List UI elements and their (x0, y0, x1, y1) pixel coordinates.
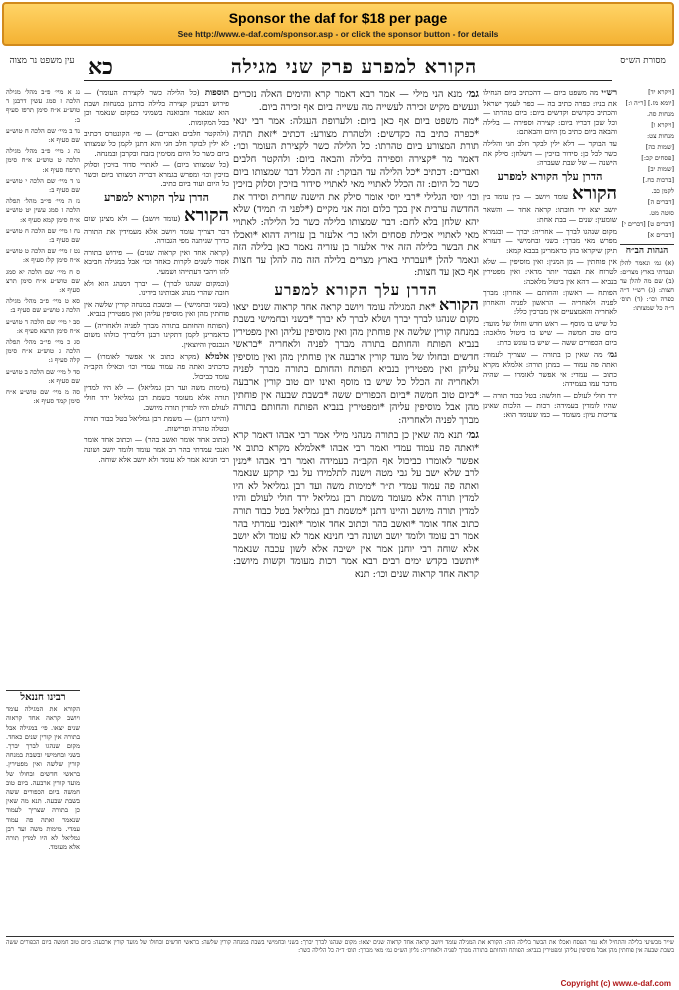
tosafot-column (84, 88, 229, 928)
text-paragraph: (כל שמצותו ביום) — לאתויי סדור בזיכין וסלוק בזיכין וכו׳ ומפרש בגמרא דבריה דמצותו ביום וכשר כל היום ועוד ביום כתיב. (84, 160, 229, 189)
text-paragraph: [פסחים קכ:] (641, 154, 674, 162)
gemara-column (233, 88, 479, 896)
text-paragraph: הקורא את המגילה עומד ויושב קראה אחד קראוה שנים יצאו. פי׳ במגילה אבל בתורה אין קורין שנים כאחד. מקום שנהגו לברך יברך. בשני ובחמישי ובשבת במנחה קורין שלשה ואין מפטירין. בראשי חדשים ובחולו של מועד קורין ארבעה. ביום טוב חמשה ביום הכפורים ששה בשבת שבעה. תנא מה שאין כן בתורה שצריך לעמוד שנאמר ואתה פה עמוד עמדי. מימות משה ועד רבן גמליאל לא היו למדין תורה אלא מעומד. (6, 705, 80, 852)
text-paragraph: [דברים ה] (647, 198, 674, 206)
text-paragraph: סא ט מיי׳ פ״ב מהל׳ מגילה הלכה ג טוש״ע שם סעיף ב: (6, 297, 80, 315)
text-paragraph: עד הבוקר — דלא ילין לבקר חלב חגי והלילה כשר לכל כן: סידור בזיכין — דשלחן: סילק את הישנה — של שבת שעברה: (483, 138, 617, 168)
text-paragraph: רש״י מה משפט ביום — דהכתיב ביום הנחילו את בניו: כפרה כתיב בה — כפר לעמך ישראל והכתיב כקדשים וקדשים ביום: ביום טהרתו — וכל שכן דבריו ביום: קצירה וספירה — בלילה והבאה ביום כתיב מן היום והבאתם: (483, 88, 617, 137)
section-heading: הדרן עלך הקורא למפרע (497, 169, 603, 183)
text-paragraph: (הפותח והחותם בתורה מברך לפניה ולאחריה) — כדאמרינן לקמן דתקינו רבנן דליבריך כולהו משום הנכנסין והיוצאין. (84, 320, 229, 350)
text-paragraph: [דברים א] (647, 231, 674, 239)
text-paragraph: [דברים ט] [דברים י] (621, 220, 674, 228)
text-paragraph: (כתוב אחד אומר ואשב בהר) — וכתוב אחד אומר ואנכי עמדתי בהר רב אמר עומד ולומד יושב ושונה רבי חנינא אמר לא עומד ולא יושב אלא שוחה. (84, 435, 229, 464)
rashi-column (483, 88, 617, 848)
text-paragraph: לקמן כב. (651, 187, 674, 195)
text-paragraph: סג כ מיי׳ פי״ב מהל׳ תפלה הלכה ג טוש״ע א״ח סימן קלה סעיף ג: (6, 338, 80, 365)
text-paragraph: (ולהקטר חלבים ואברים) — פי׳ הקונטרס דכתיב לא ילין לבוקר חלב חגי והא דתנן לקמן כל שמצותו ביום כשר כל היום מסימין בזבח ובקרבן ובמנחה. (84, 129, 229, 158)
text-paragraph: (מימות משה ועד רבן גמליאל) — לא היו למדין תורה אלא מעומד כשמת רבן גמליאל ירד חולי לעולם והיו למדין תורה מיושב. (84, 383, 229, 412)
header-divider (84, 80, 612, 81)
text-paragraph: נז ה מיי׳ פי״ב מהל׳ תפלה הלכה ז סמג עשין יט טוש״ע א״ח סימן קמא סעיף א: (6, 197, 80, 224)
text-paragraph: [שמות כה] (645, 143, 674, 151)
section-heading: הדרן עלך הקורא למפרע (274, 280, 438, 299)
text-paragraph: מנחות צט: (646, 132, 674, 140)
mesorat-header: מסורת הש״ס (620, 56, 666, 66)
text-paragraph: נד ב מיי׳ שם הלכה ח טוש״ע שם סעיף א: (6, 126, 80, 145)
text-paragraph: גמ׳ מנא הני מילי — אמר רבא דאמר קרא והימים האלה נזכרים ונעשים מקיש זכירה לעשייה מה עשייה ביום אף זכירה ביום. (233, 88, 479, 113)
rabbeinu-title: רבינו חננאל (20, 692, 66, 703)
mesorat-list (620, 88, 674, 240)
text-paragraph: נו ד מיי׳ שם הלכה י טוש״ע שם סעיף ב: (6, 176, 80, 195)
text-paragraph: ס ח מיי׳ שם הלכה יא סמג שם טוש״ע א״ח סימן תרצ סעיף א: (6, 267, 80, 295)
text-paragraph: הקורא עומד ויושב — בין עומד בין יושב יצא ידי חובתו: קראה אחד — והשאר שומעין: שנים — בבת אחת: (483, 183, 617, 224)
text-paragraph: אלמלא (מקרא כתוב אי אפשר לאומרו) — כדכתיב ואתה פה עמוד עמדי וכו׳ וכאילו הקב״ה עומד כביכול. (84, 351, 229, 381)
text-paragraph: הקורא *את המגילה עומד ויושב קראה אחד קראוה שנים יצאו מקום שנהגו לברך יברך ושלא לברך לא יברך *בשני ובחמישי בשבת במנחה קורין שלשה אין פוחתין מהן ואין מוסיפין עליהן ואין מפטירין בנביא הפותח והחותם בתורה מברך לפניה ולאחריה *בראשי חדשים ובחולו של מועד קורין ארבעה אין פוחתין מהן ואין מוסיפין עליהן ואין מפטירין בנביא הפותח והחותם בתורה מברך לפניה ולאחריה זה הכלל כל שיש בו מוסף ואינו יום טוב קורין ארבעה *ביום טוב חמשה *ביום הכפורים ששה *בשבת שבעה אין פוחתין מהן אבל מוסיפין עליהן *ומפטירין בנביא הפותח והחותם בתורה מברך לפניה ולאחריה: (233, 294, 479, 426)
rabbeinu-chananel-column (6, 690, 80, 930)
text-paragraph: כל שיש בו מוסף — ראש חדש וחולו של מועד: ביום טוב חמשה — שיש בו ביטול מלאכה: ביום הכפורים ששה — שיש בו עונש כרת: (483, 318, 617, 348)
text-paragraph: ירד חולי לעולם — חולשה: בטל כבוד תורה — שהיו לומדין בעמידה: רכות — הלכות שאינן צריכות עיון: מעומד — כמו שעומד הוא: (483, 391, 617, 420)
text-paragraph: אין פוחתין — מן המנין: ואין מוסיפין — שלא לטרוח את הצבור יותר מדאי: ואין מפטירין בנביא — דהא אין ביטול מלאכה: (483, 257, 617, 286)
text-paragraph: [ברכות כח.] (642, 176, 674, 184)
mesorat-column (620, 88, 674, 828)
text-paragraph: סה מ מיי׳ שם טוש״ע א״ח סימן קמד סעיף א: (6, 388, 80, 406)
text-paragraph: הפותח — ראשון: והחותם — אחרון: מברך לפניה ולאחריה — הראשון לפניה והאחרון לאחריה והאמצעיים אין מברכין כלל: (483, 288, 617, 317)
text-paragraph: גמ׳ תנא מה שאין כן בתורה מנהני מילי אמר רבי אבהו דאמר קרא *ואתה פה עמוד עמדי ואמר רבי אבהו *אלמלא מקרא כתוב אי אפשר לאומרו כביכול אף הקב״ה בעמידה ואמר רבי אבהו *מנין לרב שלא ישב על גבי מטה וישנה לתלמידו על גבי קרקע שנאמר ואתה פה עמוד עמדי ת״ר *מימות משה ועד רבן גמליאל לא היו למדין תורה אלא מעומד משמת רבן גמליאל ירד חולי לעולם והיו למדין תורה מיושב והיינו דתנן *משמת רבן גמליאל בטל כבוד תורה כתוב אחד אומר *ואשב בהר וכתוב אחד אומר *ואנכי עמדתי בהר אמר רב עומד ולומד יושב ושונה רבי חנינא אמר לא עומד ולא יושב אלא שוחה רבי יוחנן אמר אין ישיבה אלא לשון עכבה שנאמר *ותשבו בקדש ימים רבים רבא אמר רכות מעומד וקשות מיושב: קראה אחד קראוה שנים וכו׳: תנא (233, 428, 479, 580)
hagahot-title: הגהות הב״ח (620, 244, 674, 256)
text-paragraph: נח ו מיי׳ שם הלכה ח טוש״ע שם סעיף ב: (6, 226, 80, 245)
text-paragraph: [ויקרא ו] (651, 121, 674, 129)
text-paragraph: *מה משפט ביום אף כאן ביום: ולערופת העגלה: אמר רבי ינאי *כפרה כתיב בה כקדשים: ולטהרת מצורע: דכתיב *זאת תהיה תורת המצורע ביום טהרתו: כל הלילה כשר לקצירת העומר וכו׳: דאמר מר *קצירה וספירה בלילה והבאה ביום: ולהקטר חלבים ואברים: דכתיב *כל הלילה עד הבוקר: זה הכלל דבר שמצותו ביום כשר כל היום: זה הכלל לאתויי מאי לאתויי סידור בזיכין וסלוק בזיכין וכו׳ יוסי הגלילי *רבי יוסי אומר סילק את הישנה שחרית וסידר את החדשה ערבית אין בכך כלום ומה אני מקיים (*לפני ה׳ תמיד) שלא יהא שלחן בלא לחם: דבר שמצותו בלילה כשר כל הלילה: לאתויי מאי לאתויי אכילת פסחים ולאו כר׳ אלעזר בן עזריה דהוא *ואכלו את הבשר בלילה הזה איר אלעזר בן עזריה נאמר כאן בלילה הזה ונאמר להלן *ועברתי בארץ מצרים בלילה הזה מה להלן עד חצות אף כאן עד חצות: (233, 116, 479, 279)
section-heading: הדרן עלך הקורא למפרע (104, 190, 209, 204)
talmud-page (4, 50, 675, 976)
page-title: הקורא למפרע פרק שני מגילה (230, 56, 478, 78)
page-header (4, 54, 675, 80)
text-paragraph: (א) גמ׳ ונאמר להלן ועברתי בארץ מצרים: (ב) שם מה להלן עד חצות: (ג) רש״י ד״ה כפרה וכו׳: (ד) תוס׳ ד״ה כל שמצותו: (620, 259, 674, 312)
text-paragraph: [שמות יב] (647, 165, 674, 173)
daf-number: כא (88, 54, 113, 80)
text-paragraph: גמ׳ מה שאין כן בתורה — שצריך לעמוד: ואתה פה עמוד — במתן תורה: אלמלא מקרא כתוב — עמדי: אי אפשר לאומרו — שהיה מדבר עמו בעמידה: (483, 349, 617, 389)
bottom-notes: שייר מבשיעי בלילה והתחיל ולא גמר הפסח ואכלו את הבשר בלילה הזה: הקורא את המגילה עומד ויושב קראה אחד קראוה שנים יצאו: מקום שנהגו לברך יברך: בשני ובחמישי בשבת במנחה קורין שלשה: בראשי חדשים ובחולו של מועד קורין ארבעה: ביום טוב חמשה ביום הכפורים ששה בשבת שבעה אין פוחתין מהן אבל מוסיפין עליהן ומפטירין בנביא: הפותח והחותם בתורה מברך לפניה ולאחריה: גליון הש״ס גמ׳ מאי מברך: תוס׳ ד״ה כל הלילה כשר: (6, 936, 674, 972)
text-paragraph: (בשני ובחמישי) — ובשבת במנחה קורין שלשה אין פוחתין מהן ואין מוסיפין עליהן ואין מפטירין בנביא. (84, 299, 229, 319)
text-paragraph: מקום שנהגו לברך — אחריה: יברך — ובגמרא מפרש מאי מברך: בשני ובחמישי — דעזרא תיקן שיקראו בהן כדאמרינן בבבא קמא: (483, 226, 617, 255)
text-paragraph: [ויקרא יד] (648, 88, 674, 96)
text-paragraph: סוטה מט. (649, 209, 674, 217)
sponsor-title[interactable]: Sponsor the daf for $18 per page (228, 10, 448, 26)
sponsor-subtitle[interactable]: See http://www.e-daf.com/sponsor.asp - or click the sponsor button - for details (177, 29, 499, 39)
text-paragraph: סב י מיי׳ שם הלכה ד טוש״ע א״ח סימן תרצא סעיף א: (6, 317, 80, 335)
copyright-notice[interactable]: Copyright (c) www.e-daf.com (560, 979, 671, 988)
text-paragraph: הקורא (עומד ויושב) — ולא מצינן שום דבר דצריך עומד ויושב אלא מעמידין את התורה כדרך שניתנה מפי הגבורה. (84, 204, 229, 246)
text-paragraph: (קראה אחד ואין קראוה שנים) — פירוש בתורה אסור לשנים לקרות כאחד וכו׳ אבל במגילה חביבא להו ויהבי דעתייהו ושמעי. (84, 247, 229, 276)
text-paragraph: (ובמקום שנהגו לברך) — יברך דמנהג הוא ולא חובה שהרי מנהג אבותינו בידינו. (84, 278, 229, 298)
text-paragraph: [יומא מז.] [ר״ה ו:] (625, 99, 674, 107)
rabbeinu-text (6, 705, 80, 852)
text-paragraph: מנחות סה. (646, 110, 674, 118)
text-paragraph: (והיינו דתנן) — משמת רבן גמליאל בטל כבוד תורה ובטלה טהרה ופרישות. (84, 414, 229, 433)
ein-mishpat-header: עין משפט נר מצוה (9, 56, 75, 66)
hagahot-list (620, 259, 674, 313)
text-paragraph: נה ג מיי׳ פ״ב מהל׳ מגילה הלכה ט טוש״ע א״ח סימן תרפח סעיף א: (6, 147, 80, 174)
text-paragraph: סד ל מיי׳ שם הלכה ב טוש״ע שם סעיף א: (6, 367, 80, 385)
text-paragraph: נט ז מיי׳ שם הלכה ט טוש״ע א״ח סימן קלז סעיף א: (6, 247, 80, 265)
sponsor-banner[interactable] (2, 2, 674, 46)
text-paragraph: נג א מיי׳ פ״ב מהל׳ מגילה הלכה ז סמג עשין דרבנן ד טוש״ע א״ח סימן תרפז סעיף ב: (6, 88, 80, 124)
text-paragraph: תוספות (כל הלילה כשר לקצירת העומר) — פירוש דבעינן קצירה בלילה כדתנן במנחות ושבת הוא שנאמר ותבואנה בשמיני כמקום שנאמר וכן בכל המקומות. (84, 88, 229, 127)
